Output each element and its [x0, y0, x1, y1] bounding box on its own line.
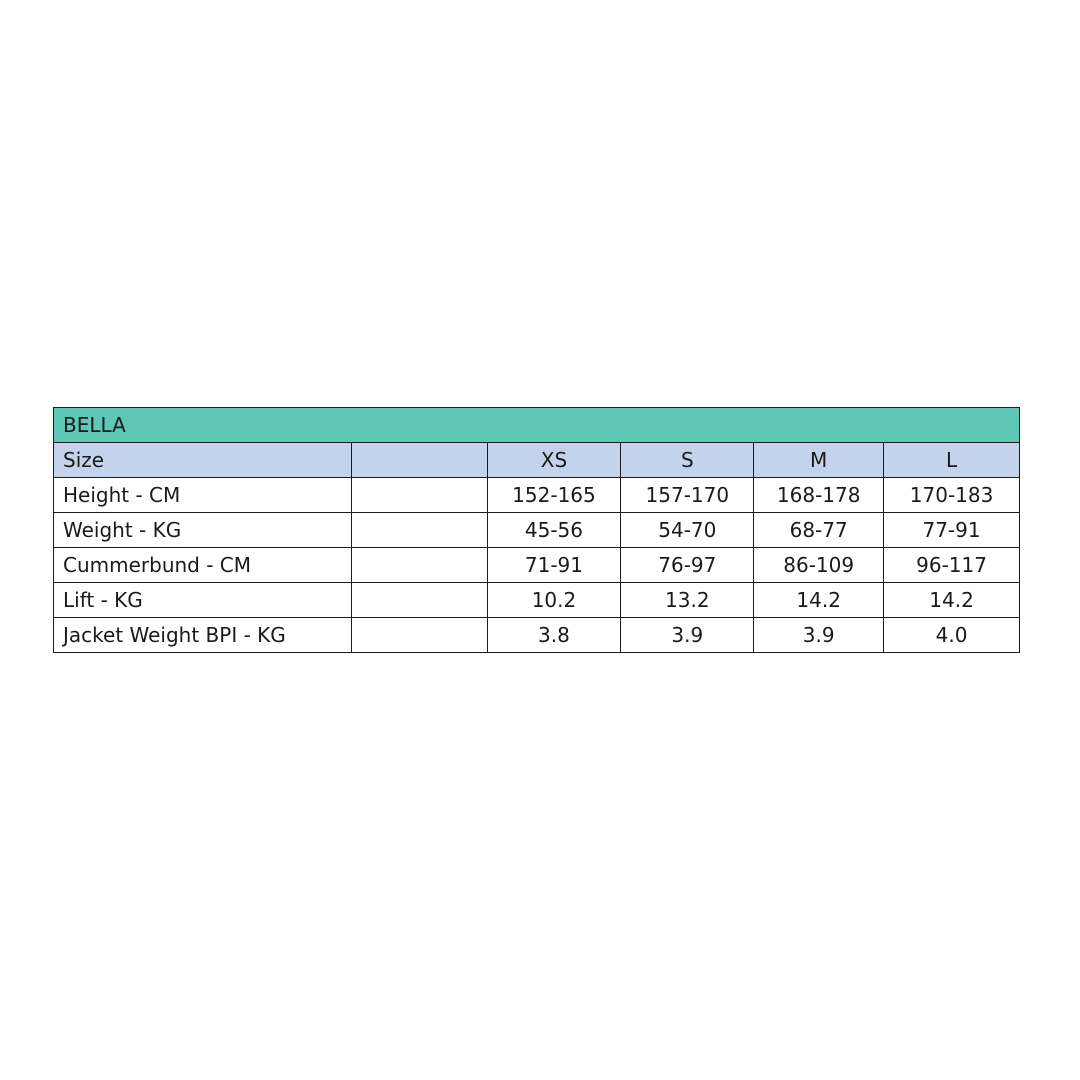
table-cell: 77-91	[884, 513, 1020, 548]
title-row	[54, 408, 1020, 443]
table-cell: 45-56	[487, 513, 621, 548]
row-label: Weight - KG	[54, 513, 352, 548]
table-cell: 68-77	[754, 513, 884, 548]
row-label: Cummerbund - CM	[54, 548, 352, 583]
table-row-weight	[54, 513, 1020, 548]
table-row-cummerbund	[54, 548, 1020, 583]
blank-cell	[351, 548, 487, 583]
size-header-s: S	[621, 443, 754, 478]
table-cell: 76-97	[621, 548, 754, 583]
size-header-l: L	[884, 443, 1020, 478]
table-cell: 157-170	[621, 478, 754, 513]
table-cell: 96-117	[884, 548, 1020, 583]
table-cell: 168-178	[754, 478, 884, 513]
table-cell: 14.2	[754, 583, 884, 618]
size-header-xs: XS	[487, 443, 621, 478]
table-cell: 3.9	[754, 618, 884, 653]
row-label: Lift - KG	[54, 583, 352, 618]
table-cell: 170-183	[884, 478, 1020, 513]
header-blank-cell	[351, 443, 487, 478]
table-cell: 4.0	[884, 618, 1020, 653]
table-title: BELLA	[54, 408, 1020, 443]
header-label: Size	[54, 443, 352, 478]
table-row-lift	[54, 583, 1020, 618]
table-cell: 3.9	[621, 618, 754, 653]
table-cell: 3.8	[487, 618, 621, 653]
table-row-height	[54, 478, 1020, 513]
size-chart-table	[53, 407, 1020, 653]
table-cell: 152-165	[487, 478, 621, 513]
blank-cell	[351, 478, 487, 513]
row-label: Height - CM	[54, 478, 352, 513]
table-cell: 13.2	[621, 583, 754, 618]
size-header-m: M	[754, 443, 884, 478]
table-cell: 54-70	[621, 513, 754, 548]
blank-cell	[351, 583, 487, 618]
blank-cell	[351, 618, 487, 653]
table-cell: 71-91	[487, 548, 621, 583]
table-cell: 14.2	[884, 583, 1020, 618]
header-row	[54, 443, 1020, 478]
row-label: Jacket Weight BPI - KG	[54, 618, 352, 653]
blank-cell	[351, 513, 487, 548]
table-cell: 10.2	[487, 583, 621, 618]
table-cell: 86-109	[754, 548, 884, 583]
table-row-jacket-weight	[54, 618, 1020, 653]
